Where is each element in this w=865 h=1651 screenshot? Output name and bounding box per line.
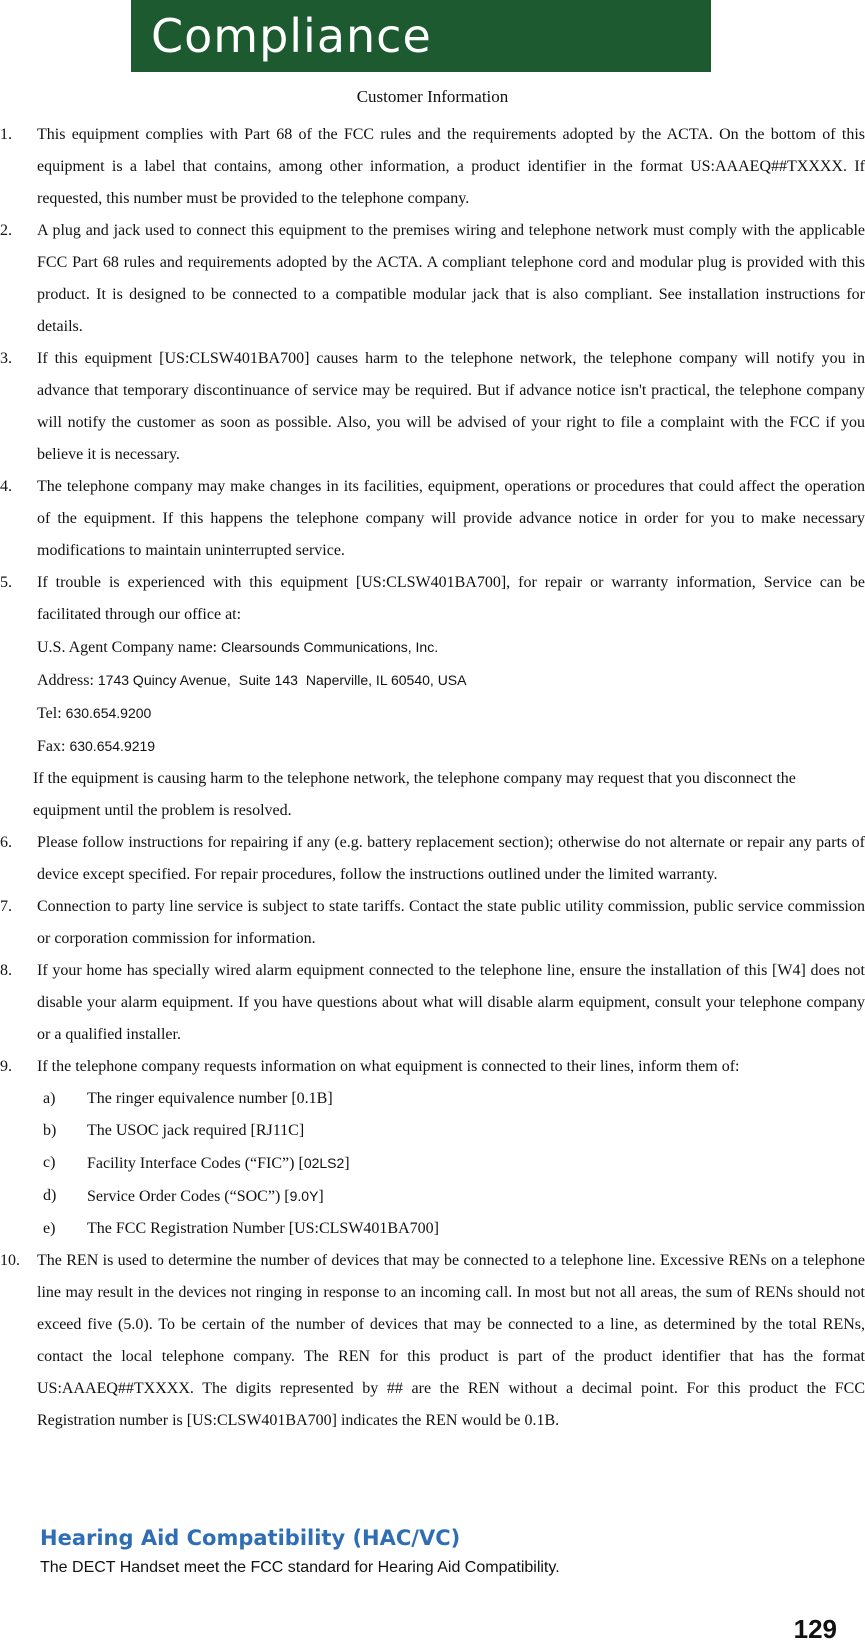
item-text: If the telephone company requests information on what equipment is connected to their lines, inform them of: — [37, 1058, 740, 1075]
item-number: 2. — [0, 222, 12, 239]
compliance-content — [0, 119, 865, 1437]
sub-item — [0, 1083, 865, 1115]
sub-item-text: The FCC Registration Number [US:CLSW401BA700] — [87, 1220, 439, 1237]
section-subtitle: Customer Information — [356, 87, 509, 106]
item-number: 7. — [0, 898, 12, 915]
sub-item — [0, 1180, 865, 1213]
sub-item-text: The ringer equivalence number [0.1B] — [87, 1090, 333, 1107]
sub-item-text: The USOC jack required [RJ11C] — [87, 1122, 305, 1139]
list-item — [0, 891, 865, 955]
agent-address-suite: Suite 143 — [238, 672, 298, 688]
agent-address-city: Naperville, IL 60540, USA — [305, 672, 467, 688]
item-text: This equipment complies with Part 68 of the FCC rules and the requirements adopted by the ACTA. On the bottom of this equipment is a label that contains, among other information, a product identifier in the format US:AAAEQ##TXXXX. If requested, this number must be provided to the telephone company. — [37, 126, 865, 207]
list-item — [0, 1245, 865, 1437]
agent-address-label: Address: — [37, 672, 98, 689]
agent-company-label: U.S. Agent Company name: — [37, 639, 221, 656]
item-text: The telephone company may make changes in its facilities, equipment, operations or procedures that could affect the operation of the equipment. If this happens the telephone company will provide advance notice in order for you to make necessary modifications to maintain uninterrupted service. — [37, 478, 865, 559]
item-number: 5. — [0, 574, 12, 591]
item-number: 9. — [0, 1058, 12, 1075]
sub-item-text: Facility Interface Codes (“FIC”) [ — [87, 1155, 304, 1172]
sub-item-letter: a) — [43, 1090, 56, 1107]
item-text: A plug and jack used to connect this equipment to the premises wiring and telephone network must comply with the applicable FCC Part 68 rules and requirements adopted by the ACTA. A compliant telephone cord and modular plug is provided with this product. It is designed to be connected to a compatible modular jack that is also compliant. See installation instructions for details. — [37, 222, 865, 335]
item-text: If this equipment [US:CLSW401BA700] causes harm to the telephone network, the telephone company will notify you in advance that temporary discontinuance of service may be required. But if advance notice isn't practical, the telephone company will notify the customer as soon as possible. Also, you will be advised of your right to file a complaint with the FCC if you believe it is necessary. — [37, 350, 865, 463]
page-number: 129 — [793, 1614, 837, 1644]
sub-item-letter: b) — [43, 1122, 57, 1139]
sub-item — [0, 1147, 865, 1180]
hac-heading: Hearing Aid Compatibility (HAC/VC) — [40, 1526, 461, 1550]
sub-item-letter: c) — [43, 1154, 56, 1171]
list-item — [0, 119, 865, 215]
list-item — [0, 1051, 865, 1083]
agent-address-street: 1743 Quincy Avenue, — [97, 672, 231, 688]
agent-company-value: Clearsounds Communications, Inc. — [220, 639, 439, 655]
item-number: 1. — [0, 126, 12, 143]
item-text: Connection to party line service is subject to state tariffs. Contact the state public utility commission, public service commission or corporation commission for information. — [37, 898, 865, 947]
sub-item-text: Service Order Codes (“SOC”) [ — [87, 1188, 290, 1205]
list-item — [0, 343, 865, 471]
item-number: 4. — [0, 478, 12, 495]
fic-code: 02LS2 — [303, 1155, 345, 1171]
item-text: If trouble is experienced with this equipment [US:CLSW401BA700], for repair or warranty information, Service can be facilitated through our office at: — [37, 574, 865, 623]
harm-note: If the equipment is causing harm to the telephone network, the telephone company may request that you disconnect the equipment until the problem is resolved. — [33, 770, 796, 819]
list-item — [0, 955, 865, 1051]
page-title: Compliance — [151, 9, 432, 63]
agent-tel — [0, 697, 865, 730]
sub-list — [0, 1083, 865, 1245]
list-item — [0, 567, 865, 631]
agent-tel-label: Tel: — [37, 705, 66, 722]
agent-fax — [0, 730, 865, 763]
item-number: 6. — [0, 834, 12, 851]
agent-address — [0, 664, 865, 697]
agent-fax-label: Fax: — [37, 738, 70, 755]
sub-item-close: ] — [344, 1155, 350, 1172]
soc-code: 9.0Y — [289, 1188, 319, 1204]
list-item — [0, 827, 865, 891]
agent-tel-value: 630.654.9200 — [65, 705, 152, 721]
sub-item — [0, 1213, 865, 1245]
item-number: 3. — [0, 350, 12, 367]
hac-text: The DECT Handset meet the FCC standard for Hearing Aid Compatibility. — [40, 1559, 560, 1576]
sub-item-letter: e) — [43, 1220, 56, 1237]
item-number: 8. — [0, 962, 12, 979]
list-item — [0, 471, 865, 567]
sub-item-close: ] — [318, 1188, 324, 1205]
sub-item — [0, 1115, 865, 1147]
item-text: The REN is used to determine the number of devices that may be connected to a telephone line. Excessive RENs on a telephone line may result in the devices not ringing in response to an incoming call. In most but not all areas, the sum of RENs should not exceed five (5.0). To be certain of the number of devices that may be connected to a line, as determined by the total RENs, contact the local telephone company. The REN for this product is part of the product identifier that has the format US:AAAEQ##TXXXX. The digits represented by ## are the REN without a decimal point. For this product the FCC Registration number is [US:CLSW401BA700] indicates the REN would be 0.1B. — [37, 1252, 865, 1429]
agent-fax-value: 630.654.9219 — [69, 738, 156, 754]
sub-item-letter: d) — [43, 1187, 57, 1204]
item-text: If your home has specially wired alarm equipment connected to the telephone line, ensure the installation of this [W4] does not disable your alarm equipment. If you have questions about what will disable alarm equipment, consult your telephone company or a qualified installer. — [37, 962, 865, 1043]
agent-company — [0, 631, 865, 664]
item-text: Please follow instructions for repairing if any (e.g. battery replacement section); otherwise do not alternate or repair any parts of device except specified. For repair procedures, follow the instructions outlined under the limited warranty. — [37, 834, 865, 883]
item-number: 10. — [0, 1252, 20, 1269]
list-item — [0, 215, 865, 343]
title-banner — [131, 0, 711, 72]
